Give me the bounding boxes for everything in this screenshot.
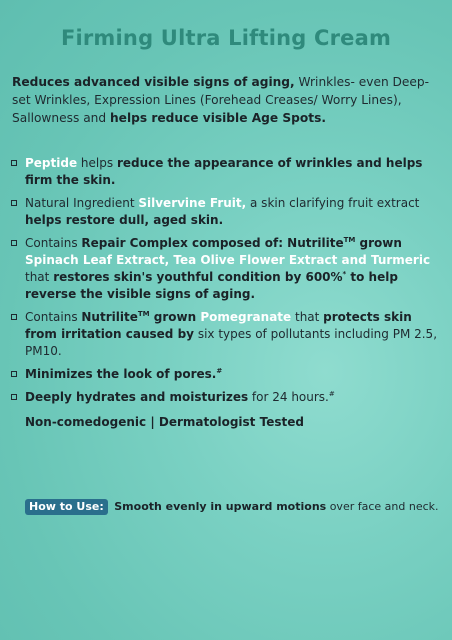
square-bullet-icon [11,371,17,377]
footnote-hash: # [328,390,335,398]
item-text: Natural Ingredient [25,196,139,210]
trademark-mark: TM [343,236,356,244]
footnote-star: * [342,270,347,278]
item-bold: Repair Complex composed of: Nutrilite [81,236,344,250]
item-bold: Minimizes the look of pores. [25,367,217,381]
list-item [11,366,441,383]
item-text: for 24 hours. [248,390,329,404]
item-bold: helps restore dull, aged skin. [25,213,224,227]
square-bullet-icon [11,394,17,400]
item-text: that [25,270,54,284]
square-bullet-icon [11,160,17,166]
intro-text-1: Wrinkles- even Deep-set Wrinkles, Expression Lines (Forehead Creases/ Worry Lines), Sallowness and [12,75,430,125]
square-bullet-icon [11,200,17,206]
item-text: a skin clarifying fruit extract [246,196,420,210]
footnote-hash: # [216,367,223,375]
item-text: Contains [25,236,82,250]
intro-paragraph [12,73,440,127]
item-bold: grown [149,310,201,324]
square-bullet-icon [11,314,17,320]
ingredient-highlight: Spinach Leaf Extract, Tea Olive Flower Extract and Turmeric [25,253,431,267]
how-to-use [25,499,445,515]
benefits-list [11,155,441,412]
ingredient-highlight: Peptide [25,156,78,170]
intro-bold-1: Reduces advanced visible signs of aging, [12,75,295,89]
product-title: Firming Ultra Lifting Cream [60,26,392,50]
how-to-use-bold: Smooth evenly in upward motions [114,500,327,513]
item-bold: protects skin from irritation caused by [25,310,412,341]
intro-bold-2: helps reduce visible Age Spots. [110,111,326,125]
item-bold: reduce the appearance of wrinkles and helps firm the skin. [25,156,423,187]
item-bold: Nutrilite [81,310,138,324]
list-item [11,389,441,406]
how-to-use-text: over face and neck. [326,500,439,513]
item-bold: Deeply hydrates and moisturizes [25,390,249,404]
ingredient-highlight: Pomegranate [200,310,292,324]
list-item [11,309,441,360]
item-text: helps [77,156,117,170]
trademark-mark: TM [137,310,150,318]
item-text: Contains [25,310,82,324]
list-item [11,235,441,303]
item-text: that [291,310,324,324]
item-bold: to help reverse the visible signs of aging. [25,270,398,301]
list-item [11,195,441,229]
list-item [11,155,441,189]
claims-line: Non-comedogenic | Dermatologist Tested [25,415,304,429]
item-bold: restores skin's youthful condition by 600% [53,270,343,284]
item-bold: grown [355,236,402,250]
how-to-use-label: How to Use: [25,499,108,515]
square-bullet-icon [11,240,17,246]
ingredient-highlight: Silvervine Fruit, [138,196,247,210]
item-text: six types of pollutants including PM 2.5, PM10. [25,327,438,358]
